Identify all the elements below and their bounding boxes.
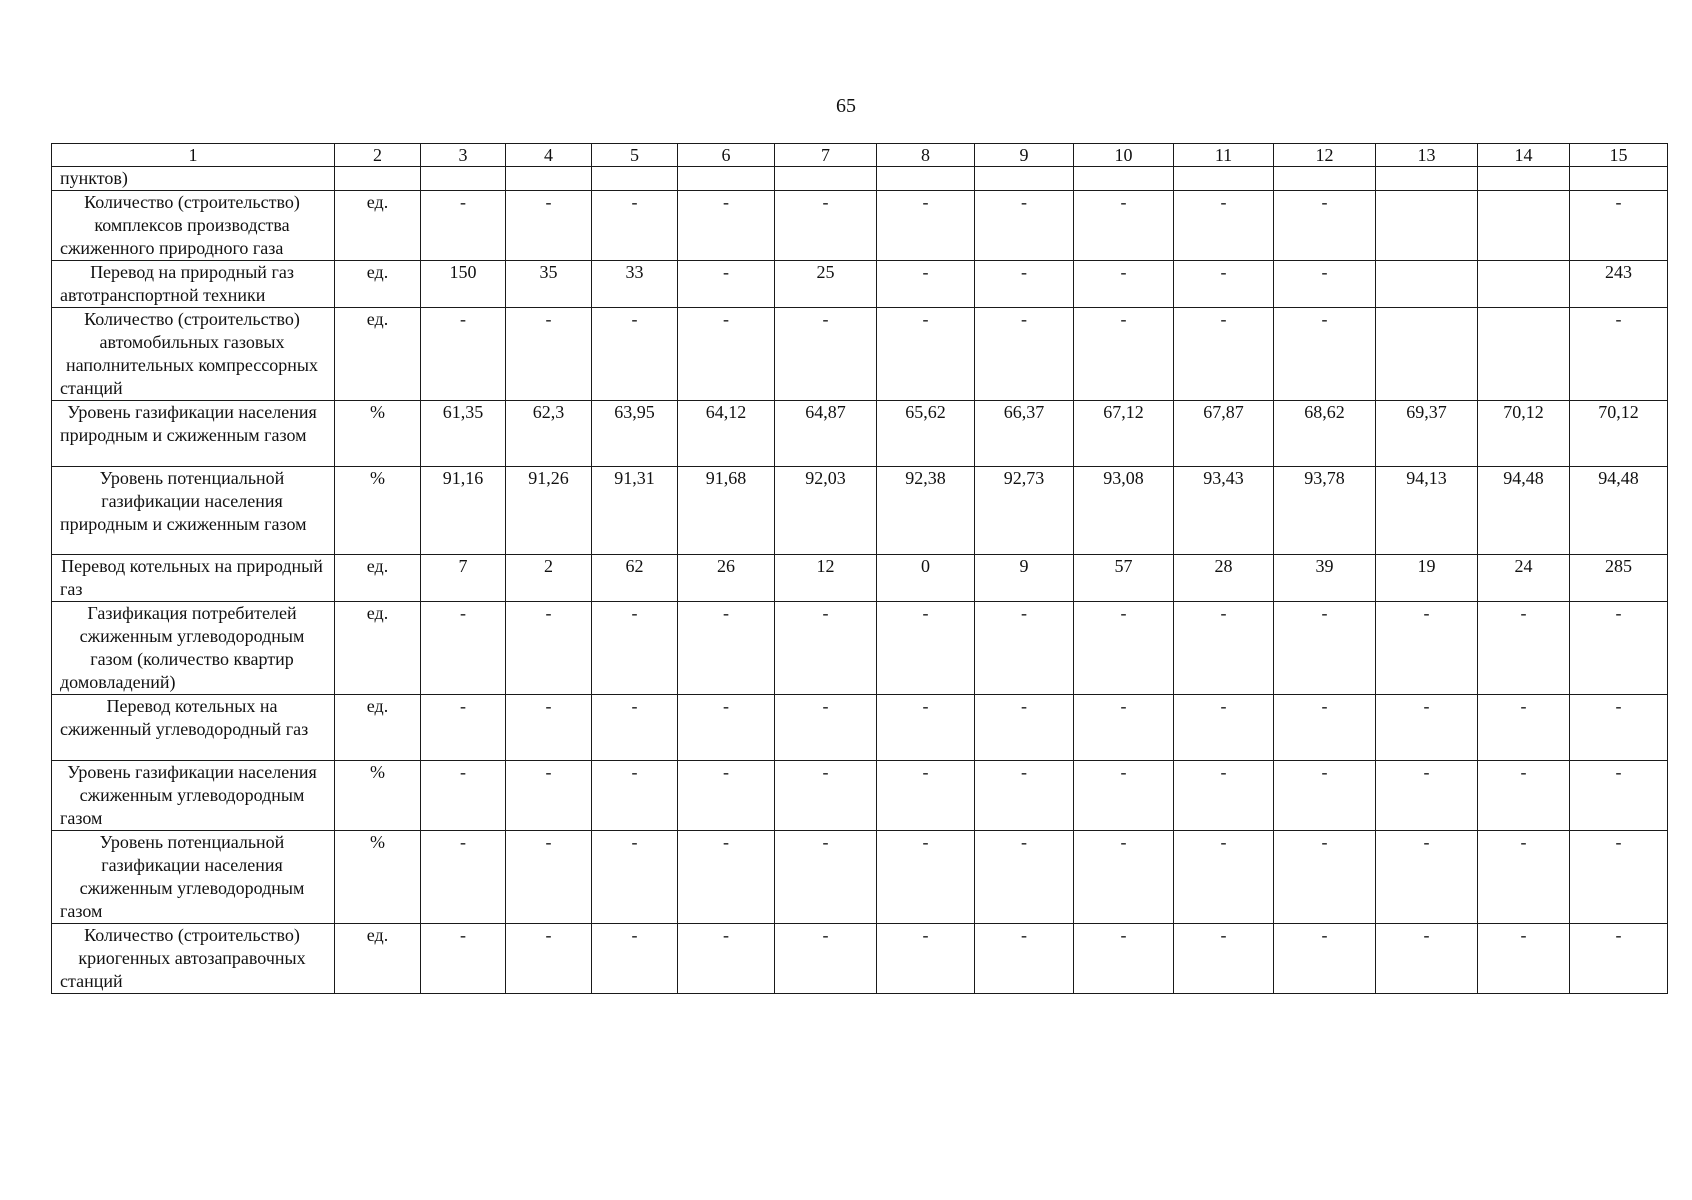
value-cell: - bbox=[506, 924, 592, 994]
value-cell: 92,38 bbox=[877, 467, 975, 555]
value-cell: - bbox=[1174, 924, 1274, 994]
value-cell: - bbox=[775, 695, 877, 761]
value-cell: 91,68 bbox=[678, 467, 775, 555]
value-cell: 93,78 bbox=[1274, 467, 1376, 555]
value-cell: - bbox=[1174, 308, 1274, 401]
value-cell: - bbox=[592, 924, 678, 994]
value-cell: 25 bbox=[775, 261, 877, 308]
header-cell: 13 bbox=[1376, 144, 1478, 167]
value-cell: - bbox=[975, 261, 1074, 308]
value-cell: - bbox=[1274, 308, 1376, 401]
value-cell: 61,35 bbox=[421, 401, 506, 467]
value-cell: 91,31 bbox=[592, 467, 678, 555]
value-cell: 57 bbox=[1074, 555, 1174, 602]
value-cell: - bbox=[1074, 602, 1174, 695]
value-cell: - bbox=[1376, 761, 1478, 831]
header-cell: 10 bbox=[1074, 144, 1174, 167]
table-row bbox=[52, 555, 1668, 602]
value-cell: - bbox=[877, 831, 975, 924]
value-cell: - bbox=[775, 191, 877, 261]
value-cell: - bbox=[1570, 695, 1668, 761]
value-cell: - bbox=[592, 761, 678, 831]
header-cell: 9 bbox=[975, 144, 1074, 167]
header-cell: 12 bbox=[1274, 144, 1376, 167]
indicator-name-cell: Перевод котельных на природный газ bbox=[52, 555, 335, 602]
value-cell: 94,48 bbox=[1570, 467, 1668, 555]
header-cell: 11 bbox=[1174, 144, 1274, 167]
value-cell: - bbox=[775, 602, 877, 695]
unit-cell: % bbox=[335, 831, 421, 924]
value-cell: 63,95 bbox=[592, 401, 678, 467]
value-cell: - bbox=[775, 831, 877, 924]
value-cell: - bbox=[775, 924, 877, 994]
value-cell: - bbox=[678, 602, 775, 695]
value-cell: - bbox=[678, 261, 775, 308]
value-cell: - bbox=[877, 308, 975, 401]
value-cell: 70,12 bbox=[1570, 401, 1668, 467]
table-row bbox=[52, 831, 1668, 924]
value-cell bbox=[975, 167, 1074, 191]
header-cell: 2 bbox=[335, 144, 421, 167]
header-cell: 15 bbox=[1570, 144, 1668, 167]
value-cell: 92,03 bbox=[775, 467, 877, 555]
value-cell: - bbox=[421, 695, 506, 761]
value-cell: - bbox=[877, 191, 975, 261]
table-row bbox=[52, 761, 1668, 831]
value-cell: - bbox=[506, 602, 592, 695]
value-cell: 92,73 bbox=[975, 467, 1074, 555]
header-cell: 5 bbox=[592, 144, 678, 167]
value-cell: - bbox=[1174, 831, 1274, 924]
value-cell: - bbox=[1174, 261, 1274, 308]
value-cell: - bbox=[1376, 602, 1478, 695]
value-cell bbox=[1478, 167, 1570, 191]
value-cell: - bbox=[506, 761, 592, 831]
value-cell: - bbox=[1570, 602, 1668, 695]
value-cell: - bbox=[877, 924, 975, 994]
value-cell: - bbox=[678, 308, 775, 401]
value-cell: - bbox=[975, 191, 1074, 261]
indicator-name-cell: Количество (строительство) комплексов производства сжиженного природного газа bbox=[52, 191, 335, 261]
value-cell: 0 bbox=[877, 555, 975, 602]
value-cell: - bbox=[877, 602, 975, 695]
value-cell bbox=[1570, 167, 1668, 191]
value-cell: - bbox=[1570, 924, 1668, 994]
header-cell: 1 bbox=[52, 144, 335, 167]
value-cell: - bbox=[1570, 761, 1668, 831]
value-cell: 62 bbox=[592, 555, 678, 602]
value-cell: - bbox=[1274, 761, 1376, 831]
value-cell: 7 bbox=[421, 555, 506, 602]
value-cell: - bbox=[1074, 191, 1174, 261]
unit-cell bbox=[335, 167, 421, 191]
unit-cell: ед. bbox=[335, 924, 421, 994]
table-row bbox=[52, 602, 1668, 695]
value-cell: - bbox=[506, 308, 592, 401]
indicator-name-cell: Уровень потенциальной газификации населения сжиженным углеводородным газом bbox=[52, 831, 335, 924]
value-cell: 64,12 bbox=[678, 401, 775, 467]
value-cell: 150 bbox=[421, 261, 506, 308]
table-row bbox=[52, 401, 1668, 467]
indicator-name-cell: пунктов) bbox=[52, 167, 335, 191]
page-number: 65 bbox=[836, 95, 856, 117]
header-cell: 3 bbox=[421, 144, 506, 167]
value-cell: - bbox=[1376, 831, 1478, 924]
value-cell bbox=[1376, 261, 1478, 308]
indicator-name-cell: Уровень газификации населения природным и сжиженным газом bbox=[52, 401, 335, 467]
value-cell: - bbox=[1274, 602, 1376, 695]
table-row bbox=[52, 191, 1668, 261]
value-cell: - bbox=[592, 695, 678, 761]
value-cell: 65,62 bbox=[877, 401, 975, 467]
value-cell: - bbox=[1274, 924, 1376, 994]
value-cell: - bbox=[1274, 831, 1376, 924]
value-cell: - bbox=[1570, 831, 1668, 924]
value-cell: - bbox=[877, 761, 975, 831]
value-cell: 35 bbox=[506, 261, 592, 308]
value-cell: 93,43 bbox=[1174, 467, 1274, 555]
unit-cell: % bbox=[335, 467, 421, 555]
value-cell bbox=[1376, 191, 1478, 261]
table-row bbox=[52, 467, 1668, 555]
header-cell: 14 bbox=[1478, 144, 1570, 167]
value-cell: - bbox=[678, 695, 775, 761]
table-row bbox=[52, 261, 1668, 308]
value-cell: 24 bbox=[1478, 555, 1570, 602]
value-cell: - bbox=[775, 308, 877, 401]
value-cell: - bbox=[678, 191, 775, 261]
value-cell: - bbox=[1478, 602, 1570, 695]
value-cell bbox=[1376, 308, 1478, 401]
value-cell: 70,12 bbox=[1478, 401, 1570, 467]
value-cell bbox=[592, 167, 678, 191]
value-cell: - bbox=[592, 191, 678, 261]
unit-cell: ед. bbox=[335, 261, 421, 308]
value-cell: 68,62 bbox=[1274, 401, 1376, 467]
unit-cell: ед. bbox=[335, 602, 421, 695]
value-cell bbox=[678, 167, 775, 191]
value-cell: - bbox=[975, 761, 1074, 831]
unit-cell: ед. bbox=[335, 695, 421, 761]
header-cell: 6 bbox=[678, 144, 775, 167]
value-cell bbox=[775, 167, 877, 191]
unit-cell: % bbox=[335, 401, 421, 467]
value-cell: 91,26 bbox=[506, 467, 592, 555]
value-cell: 91,16 bbox=[421, 467, 506, 555]
value-cell: 12 bbox=[775, 555, 877, 602]
value-cell bbox=[1074, 167, 1174, 191]
value-cell: 69,37 bbox=[1376, 401, 1478, 467]
value-cell: 28 bbox=[1174, 555, 1274, 602]
value-cell bbox=[1174, 167, 1274, 191]
value-cell: 26 bbox=[678, 555, 775, 602]
value-cell: - bbox=[678, 831, 775, 924]
value-cell: 19 bbox=[1376, 555, 1478, 602]
value-cell: - bbox=[592, 831, 678, 924]
value-cell: 93,08 bbox=[1074, 467, 1174, 555]
value-cell: 9 bbox=[975, 555, 1074, 602]
value-cell bbox=[1478, 261, 1570, 308]
value-cell: - bbox=[421, 308, 506, 401]
value-cell: - bbox=[975, 695, 1074, 761]
value-cell bbox=[421, 167, 506, 191]
unit-cell: ед. bbox=[335, 308, 421, 401]
value-cell: - bbox=[1074, 761, 1174, 831]
indicator-name-cell: Перевод котельных на сжиженный углеводородный газ bbox=[52, 695, 335, 761]
value-cell: - bbox=[877, 695, 975, 761]
value-cell: - bbox=[975, 831, 1074, 924]
value-cell: - bbox=[975, 924, 1074, 994]
header-cell: 4 bbox=[506, 144, 592, 167]
value-cell: 64,87 bbox=[775, 401, 877, 467]
value-cell: - bbox=[1074, 924, 1174, 994]
value-cell bbox=[1376, 167, 1478, 191]
value-cell: 94,13 bbox=[1376, 467, 1478, 555]
value-cell bbox=[1274, 167, 1376, 191]
value-cell bbox=[877, 167, 975, 191]
value-cell: - bbox=[775, 761, 877, 831]
value-cell bbox=[506, 167, 592, 191]
value-cell: - bbox=[1570, 191, 1668, 261]
value-cell: - bbox=[421, 831, 506, 924]
unit-cell: ед. bbox=[335, 191, 421, 261]
value-cell: - bbox=[506, 831, 592, 924]
value-cell: - bbox=[1274, 695, 1376, 761]
value-cell: - bbox=[1174, 761, 1274, 831]
value-cell: - bbox=[1074, 308, 1174, 401]
indicator-name-cell: Уровень газификации населения сжиженным углеводородным газом bbox=[52, 761, 335, 831]
value-cell: 62,3 bbox=[506, 401, 592, 467]
table-row bbox=[52, 695, 1668, 761]
value-cell: 285 bbox=[1570, 555, 1668, 602]
value-cell: - bbox=[592, 308, 678, 401]
value-cell: 33 bbox=[592, 261, 678, 308]
value-cell: - bbox=[877, 261, 975, 308]
value-cell: - bbox=[421, 602, 506, 695]
value-cell: - bbox=[1074, 695, 1174, 761]
value-cell: 94,48 bbox=[1478, 467, 1570, 555]
value-cell: 67,12 bbox=[1074, 401, 1174, 467]
value-cell: - bbox=[592, 602, 678, 695]
value-cell: - bbox=[1274, 191, 1376, 261]
value-cell: - bbox=[975, 308, 1074, 401]
value-cell: - bbox=[1478, 761, 1570, 831]
value-cell: - bbox=[1074, 831, 1174, 924]
value-cell: - bbox=[506, 695, 592, 761]
value-cell: 67,87 bbox=[1174, 401, 1274, 467]
data-table bbox=[51, 143, 1668, 994]
table-body bbox=[52, 144, 1668, 994]
header-cell: 8 bbox=[877, 144, 975, 167]
value-cell: - bbox=[1376, 695, 1478, 761]
value-cell: - bbox=[1174, 191, 1274, 261]
table-row bbox=[52, 924, 1668, 994]
value-cell: - bbox=[421, 924, 506, 994]
indicator-name-cell: Газификация потребителей сжиженным углеводородным газом (количество квартир домовладений) bbox=[52, 602, 335, 695]
value-cell: - bbox=[1274, 261, 1376, 308]
value-cell: 39 bbox=[1274, 555, 1376, 602]
value-cell: 2 bbox=[506, 555, 592, 602]
value-cell bbox=[1478, 191, 1570, 261]
value-cell: 66,37 bbox=[975, 401, 1074, 467]
table-row bbox=[52, 167, 1668, 191]
header-row bbox=[52, 144, 1668, 167]
value-cell: - bbox=[1074, 261, 1174, 308]
value-cell: - bbox=[678, 761, 775, 831]
value-cell: - bbox=[421, 191, 506, 261]
indicator-name-cell: Количество (строительство) автомобильных газовых наполнительных компрессорных станций bbox=[52, 308, 335, 401]
value-cell: - bbox=[1478, 924, 1570, 994]
value-cell bbox=[1478, 308, 1570, 401]
value-cell: 243 bbox=[1570, 261, 1668, 308]
header-cell: 7 bbox=[775, 144, 877, 167]
value-cell: - bbox=[1174, 602, 1274, 695]
value-cell: - bbox=[1478, 695, 1570, 761]
value-cell: - bbox=[975, 602, 1074, 695]
indicator-name-cell: Уровень потенциальной газификации населения природным и сжиженным газом bbox=[52, 467, 335, 555]
value-cell: - bbox=[1478, 831, 1570, 924]
table-row bbox=[52, 308, 1668, 401]
value-cell: - bbox=[678, 924, 775, 994]
value-cell: - bbox=[506, 191, 592, 261]
indicator-name-cell: Перевод на природный газ автотранспортной техники bbox=[52, 261, 335, 308]
value-cell: - bbox=[421, 761, 506, 831]
indicator-name-cell: Количество (строительство) криогенных автозаправочных станций bbox=[52, 924, 335, 994]
value-cell: - bbox=[1174, 695, 1274, 761]
unit-cell: % bbox=[335, 761, 421, 831]
value-cell: - bbox=[1570, 308, 1668, 401]
value-cell: - bbox=[1376, 924, 1478, 994]
unit-cell: ед. bbox=[335, 555, 421, 602]
